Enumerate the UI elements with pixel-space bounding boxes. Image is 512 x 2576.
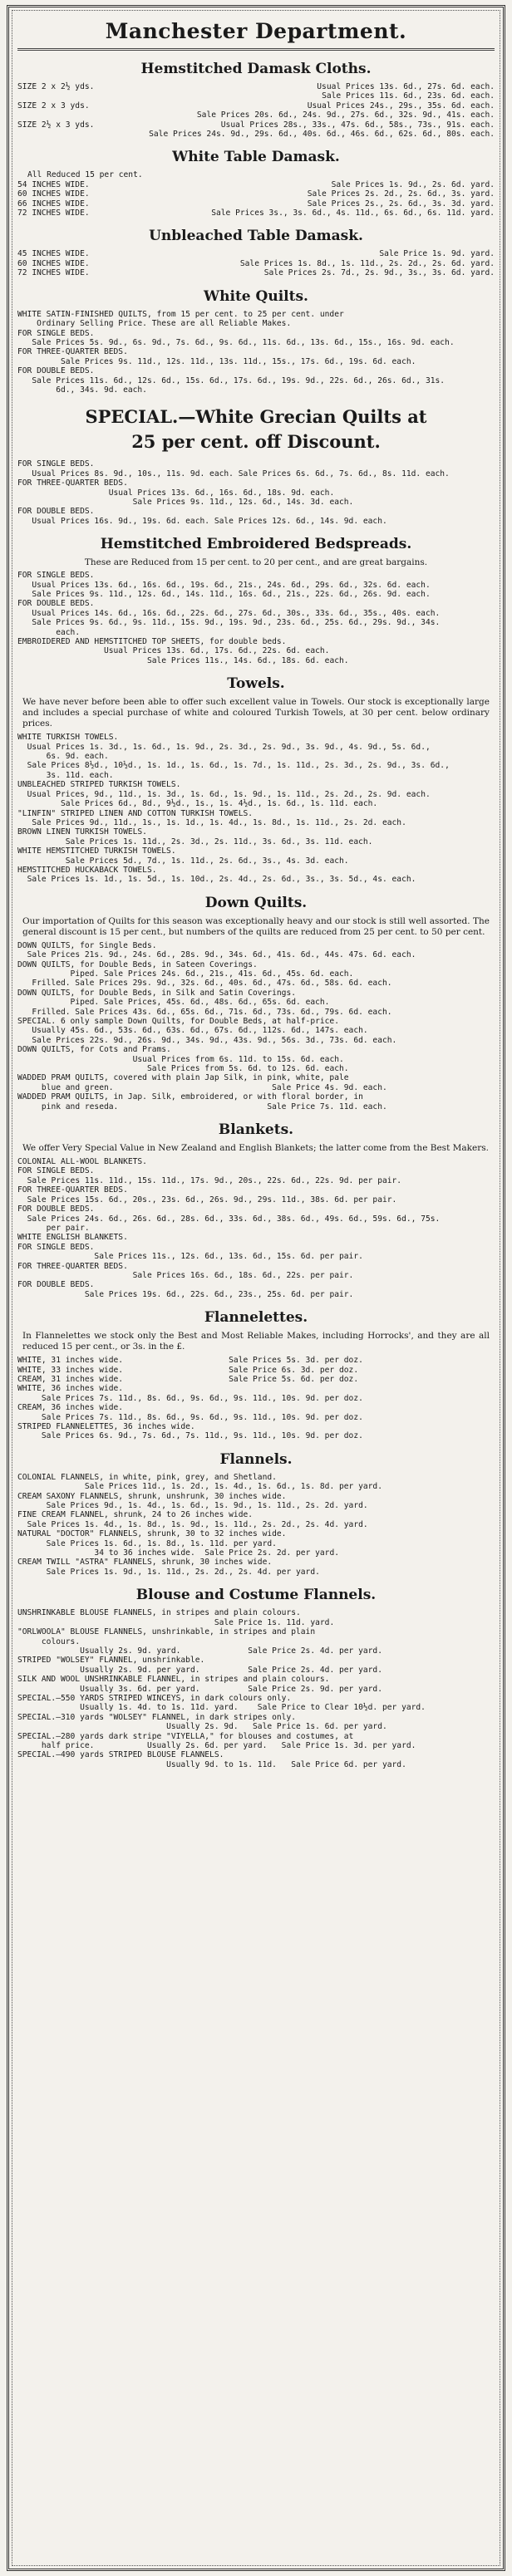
listing-line: half price. Usually 2s. 6d. per yard. Sale Price 1s. 3d. per yard. <box>17 1740 416 1750</box>
listing-line: Ordinary Selling Price. These are all Reliable Makes. <box>17 319 292 329</box>
listing-line: blue and green. Sale Price 4s. 9d. each. <box>17 1082 387 1092</box>
listing-line: Sale Prices 9d., 11d., 1s., 1s. 1d., 1s. 4d., 1s. 8d., 1s. 11d., 2s. 2d. each. <box>17 817 406 827</box>
item-price: Sale Prices 11s. 6d., 23s. 6d. each. <box>322 91 495 101</box>
listing-line: Sale Prices 11s., 14s. 6d., 18s. 6d. each. <box>17 655 349 665</box>
listing-line: Sale Prices 11d., 1s. 2d., 1s. 4d., 1s. 6d., 1s. 8d. per yard. <box>17 1482 382 1492</box>
listing-line: Sale Prices 9s. 6d., 9s. 11d., 15s. 9d., 19s. 9d., 23s. 6d., 25s. 6d., 29s. 9d., 34s. <box>17 618 441 628</box>
listing-line: NATURAL "DOCTOR" FLANNELS, shrunk, 30 to 32 inches wide. <box>17 1529 287 1539</box>
listing-line: Piped. Sale Prices 24s. 6d., 21s., 41s. 6d., 45s. 6d. each. <box>17 969 354 979</box>
price-row <box>17 120 495 130</box>
item-price: Sale Price 1s. 9d. yard. <box>379 249 495 259</box>
listing-line: SPECIAL.—310 yards "WOLSEY" FLANNEL, in dark stripes only. <box>17 1712 297 1722</box>
section-title-towels: Towels. <box>227 675 285 693</box>
section-title-bedspreads: Hemstitched Embroidered Bedspreads. <box>100 536 412 553</box>
listing-line: Sale Prices 9d., 1s. 4d., 1s. 6d., 1s. 9d., 1s. 11d., 2s. 2d. yard. <box>17 1501 368 1511</box>
listing-line: 3s. 11d. each. <box>17 770 114 780</box>
section-title-white-quilts: White Quilts. <box>204 287 308 305</box>
grecian-title-line-1: SPECIAL.—White Grecian Quilts at <box>85 406 427 428</box>
section-title-white-table-damask: White Table Damask. <box>172 149 340 166</box>
listing-line: FOR DOUBLE BEDS. <box>17 1205 95 1214</box>
listing-line: colours. <box>17 1636 81 1646</box>
grecian-title-line-2: 25 per cent. off Discount. <box>131 431 381 453</box>
listing-line: FOR DOUBLE BEDS. <box>17 1280 95 1290</box>
listing-line: FINE CREAM FLANNEL, shrunk, 24 to 26 inches wide. <box>17 1510 254 1520</box>
price-row <box>17 199 495 209</box>
listing-line: 6d., 34s. 9d. each. <box>17 385 147 395</box>
listing-line: pink and reseda. Sale Price 7s. 11d. each. <box>17 1102 387 1111</box>
section-title-damask-cloths: Hemstitched Damask Cloths. <box>140 61 372 77</box>
listing-line: Usual Prices 13s. 6d., 16s. 6d., 18s. 9d. each. <box>17 488 335 498</box>
listing-line: Usually 2s. 9d. Sale Price 1s. 6d. per yard. <box>17 1722 387 1732</box>
price-row <box>17 130 495 139</box>
section-title-unbleached-damask: Unbleached Table Damask. <box>149 228 363 245</box>
listing-line: STRIPED "WOLSEY" FLANNEL, unshrinkable. <box>17 1656 205 1666</box>
item-price: Sale Prices 2s. 7d., 2s. 9d., 3s., 3s. 6d. yard. <box>263 268 495 278</box>
down-quilts-list <box>17 941 495 1111</box>
damask-cloths-list <box>17 82 495 139</box>
listing-line: Piped. Sale Prices, 45s. 6d., 48s. 6d., 65s. 6d. each. <box>17 998 330 1008</box>
bedspreads-list <box>17 571 495 665</box>
listing-line: Usually 45s. 6d., 53s. 6d., 63s. 6d., 67s. 6d., 112s. 6d., 147s. each. <box>17 1026 368 1036</box>
item-price: Sale Prices 1s. 9d., 2s. 6d. yard. <box>331 179 495 189</box>
listing-line: Sale Prices 1s. 1d., 1s. 5d., 1s. 10d., 2s. 4d., 2s. 6d., 3s., 3s. 5d., 4s. each. <box>17 875 416 885</box>
listing-line: Sale Prices 5d., 7d., 1s. 11d., 2s. 6d., 3s., 4s. 3d. each. <box>17 856 349 866</box>
section-title-flannels: Flannels. <box>219 1450 293 1468</box>
grecian-quilts-list <box>17 459 495 526</box>
listing-line: EMBROIDERED AND HEMSTITCHED TOP SHEETS, for double beds. <box>17 637 287 647</box>
listing-line: Usual Prices 1s. 3d., 1s. 6d., 1s. 9d., 2s. 3d., 2s. 9d., 3s. 9d., 4s. 9d., 5s. 6d., <box>17 742 431 752</box>
section-title-grecian-quilts <box>17 405 495 454</box>
price-row <box>17 268 495 277</box>
listing-line: Sale Price 1s. 11d. yard. <box>17 1617 335 1627</box>
listing-line: FOR DOUBLE BEDS. <box>17 366 95 376</box>
listing-line: Usually 2s. 9d. per yard. Sale Price 2s. 4d. per yard. <box>17 1665 382 1675</box>
section-title-down-quilts: Down Quilts. <box>204 894 308 911</box>
listing-line: Sale Prices 11s. 11d., 15s. 11d., 17s. 9d., 20s., 22s. 6d., 22s. 9d. per pair. <box>17 1175 402 1185</box>
listing-line: Sale Prices 5s. 9d., 6s. 9d., 7s. 6d., 9s. 6d., 11s. 6d., 13s. 6d., 15s., 16s. 9d. each. <box>17 337 455 347</box>
listing-line: Sale Prices 15s. 6d., 20s., 23s. 6d., 26s. 9d., 29s. 11d., 38s. 6d. per pair. <box>17 1195 397 1205</box>
advertisement-page <box>7 5 505 2571</box>
white-damask-list <box>17 180 495 218</box>
listing-line: FOR THREE-QUARTER BEDS. <box>17 347 128 357</box>
listing-line: SILK AND WOOL UNSHRINKABLE FLANNEL, in stripes and plain colours. <box>17 1675 330 1685</box>
blouse-flannels-list <box>17 1608 495 1769</box>
listing-line: Sale Prices 21s. 9d., 24s. 6d., 28s. 9d., 34s. 6d., 41s. 6d., 44s. 47s. 6d. each. <box>17 950 416 960</box>
listing-line: Usual Prices from 6s. 11d. to 15s. 6d. each. <box>17 1054 344 1064</box>
item-label: 72 INCHES WIDE. <box>17 209 90 218</box>
listing-line: FOR SINGLE BEDS. <box>17 571 95 581</box>
listing-line: WHITE SATIN-FINISHED QUILTS, from 15 per cent. to 25 per cent. under <box>17 309 344 319</box>
listing-line: Sale Prices 1s. 6d., 1s. 8d., 1s. 11d. per yard. <box>17 1538 277 1548</box>
listing-line: DOWN QUILTS, for Double Beds, in Silk and Satin Coverings. <box>17 988 297 998</box>
item-price: Usual Prices 13s. 6d., 27s. 6d. each. <box>317 82 495 91</box>
listing-line: Usual Prices, 9d., 11d., 1s. 3d., 1s. 6d., 1s. 9d., 1s. 11d., 2s. 2d., 2s. 9d. each. <box>17 789 431 799</box>
page-title: Manchester Department. <box>105 19 407 43</box>
price-row <box>17 180 495 189</box>
item-label: 60 INCHES WIDE. <box>17 189 90 199</box>
section-title-blouse-flannels: Blouse and Costume Flannels. <box>135 1587 377 1604</box>
price-row <box>17 259 495 268</box>
listing-line: Usually 2s. 9d. yard. Sale Price 2s. 4d. per yard. <box>17 1646 382 1656</box>
item-price: Usual Prices 24s., 29s., 35s. 6d. each. <box>307 101 495 110</box>
listing-line: Usually 3s. 6d. per yard. Sale Price 2s. 9d. per yard. <box>17 1684 382 1694</box>
listing-line: WADDED PRAM QUILTS, covered with plain Jap Silk, in pink, white, pale <box>17 1073 349 1083</box>
listing-line: FOR SINGLE BEDS. <box>17 1242 95 1252</box>
listing-line: SPECIAL.—490 yards STRIPED BLOUSE FLANNELS. <box>17 1750 224 1760</box>
listing-line: per pair. <box>17 1223 90 1233</box>
listing-line: HEMSTITCHED HUCKABACK TOWELS. <box>17 865 157 875</box>
flannels-list <box>17 1473 495 1577</box>
listing-line: 6s. 9d. each. <box>17 752 109 762</box>
listing-line: FOR DOUBLE BEDS. <box>17 599 95 609</box>
listing-line: "ORLWOOLA" BLOUSE FLANNELS, unshrinkable, in stripes and plain <box>17 1627 316 1637</box>
listing-line: SPECIAL. 6 only sample Down Quilts, for Double Beds, at half-price. <box>17 1017 339 1026</box>
towels-list <box>17 733 495 885</box>
blankets-intro: We offer Very Special Value in New Zealand and English Blankets; the latter come from the Best Makers. <box>22 1143 489 1154</box>
listing-line: CREAM, 31 inches wide. Sale Price 5s. 6d. per doz. <box>17 1374 359 1384</box>
listing-line: FOR SINGLE BEDS. <box>17 1166 95 1176</box>
listing-line: CREAM TWILL "ASTRA" FLANNELS, shrunk, 30 inches wide. <box>17 1558 273 1568</box>
listing-line: Sale Prices 11s., 12s. 6d., 13s. 6d., 15s. 6d. per pair. <box>17 1252 363 1262</box>
flannelettes-list <box>17 1356 495 1441</box>
listing-line: COLONIAL FLANNELS, in white, pink, grey, and Shetland. <box>17 1472 277 1482</box>
item-label: SIZE 2½ x 3 yds. <box>17 120 95 130</box>
listing-line: Sale Prices 24s. 6d., 26s. 6d., 28s. 6d., 33s. 6d., 38s. 6d., 49s. 6d., 59s. 6d., 75s. <box>17 1214 441 1224</box>
listing-line: Usual Prices 13s. 6d., 16s. 6d., 19s. 6d., 21s., 24s. 6d., 29s. 6d., 32s. 6d. each. <box>17 580 431 590</box>
listing-line: SPECIAL.—550 YARDS STRIPED WINCEYS, in dark colours only. <box>17 1693 292 1703</box>
listing-line: WHITE, 31 inches wide. Sale Prices 5s. 3d. per doz. <box>17 1356 363 1366</box>
listing-line: Sale Prices 22s. 9d., 26s. 9d., 34s. 9d., 43s. 9d., 56s. 3d., 73s. 6d. each. <box>17 1035 397 1045</box>
listing-line: WHITE HEMSTITCHED TURKISH TOWELS. <box>17 846 176 856</box>
listing-line: Usually 1s. 4d. to 1s. 11d. yard. Sale Price to Clear 10½d. per yard. <box>17 1703 426 1713</box>
listing-line: Sale Prices 9s. 11d., 12s. 6d., 14s. 11d., 16s. 6d., 21s., 22s. 6d., 26s. 9d. each. <box>17 590 431 599</box>
listing-line: WADDED PRAM QUILTS, in Jap. Silk, embroidered, or with floral border, in <box>17 1092 363 1102</box>
listing-line: Frilled. Sale Prices 29s. 9d., 32s. 6d., 40s. 6d., 47s. 6d., 58s. 6d. each. <box>17 979 392 989</box>
price-row <box>17 82 495 91</box>
listing-line: Sale Prices 9s. 11d., 12s. 11d., 13s. 11d., 15s., 17s. 6d., 19s. 6d. each. <box>17 356 416 366</box>
blankets-list <box>17 1157 495 1299</box>
listing-line: Sale Prices 19s. 6d., 22s. 6d., 23s., 25s. 6d. per pair. <box>17 1289 354 1299</box>
price-row <box>17 249 495 258</box>
item-price: Sale Prices 24s. 9d., 29s. 6d., 40s. 6d., 46s. 6d., 62s. 6d., 80s. each. <box>149 130 495 140</box>
item-label: 60 INCHES WIDE. <box>17 258 90 268</box>
listing-line: each. <box>17 627 81 637</box>
item-label: 66 INCHES WIDE. <box>17 199 90 209</box>
listing-line: Sale Prices 1s. 11d., 2s. 3d., 2s. 11d., 3s. 6d., 3s. 11d. each. <box>17 837 373 846</box>
listing-line: Sale Prices 1s. 4d., 1s. 8d., 1s. 9d., 1s. 11d., 2s. 2d., 2s. 4d. yard. <box>17 1519 368 1529</box>
down-quilts-intro: Our importation of Quilts for this season was exceptionally heavy and our stock is still well assorted. The general discount is 15 per cent., but numbers of the quilts are reduced from 25 per cent. to 50 per cent. <box>22 915 490 937</box>
price-row <box>17 209 495 218</box>
listing-line: Sale Prices 11s. 6d., 12s. 6d., 15s. 6d., 17s. 6d., 19s. 9d., 22s. 6d., 26s. 6d., 31s. <box>17 375 446 385</box>
listing-line: CREAM, 36 inches wide. <box>17 1403 124 1413</box>
listing-line: FOR DOUBLE BEDS. <box>17 507 95 517</box>
listing-line: Sale Prices 6d., 8d., 9½d., 1s., 1s. 4½d., 1s. 6d., 1s. 11d. each. <box>17 799 378 809</box>
item-price: Sale Prices 2s., 2s. 6d., 3s. 3d. yard. <box>307 199 495 209</box>
listing-line: WHITE TURKISH TOWELS. <box>17 733 119 743</box>
flannelettes-intro: In Flannelettes we stock only the Best and Most Reliable Makes, including Horrocks', and they are all reduced 15 per cent., or 3s. in the £. <box>22 1331 490 1352</box>
listing-line: WHITE ENGLISH BLANKETS. <box>17 1233 128 1243</box>
bedspreads-note: These are Reduced from 15 per cent. to 20 per cent., and are great bargains. <box>84 557 428 568</box>
listing-line: "LINFIN" STRIPED LINEN AND COTTON TURKISH TOWELS. <box>17 808 254 818</box>
listing-line: Usual Prices 13s. 6d., 17s. 6d., 22s. 6d. each. <box>17 646 330 656</box>
listing-line: Usual Prices 8s. 9d., 10s., 11s. 9d. each. Sale Prices 6s. 6d., 7s. 6d., 8s. 11d. each. <box>17 469 450 478</box>
listing-line: DOWN QUILTS, for Single Beds. <box>17 940 157 950</box>
reduced-note: All Reduced 15 per cent. <box>27 170 143 180</box>
listing-line: WHITE, 36 inches wide. <box>17 1384 124 1394</box>
listing-line: Sale Prices 8½d., 10½d., 1s. 1d., 1s. 6d., 1s. 7d., 1s. 11d., 2s. 3d., 2s. 9d., 3s. 6d., <box>17 761 450 771</box>
listing-line: DOWN QUILTS, for Double Beds, in Sateen Coverings. <box>17 959 258 969</box>
listing-line: FOR THREE-QUARTER BEDS. <box>17 478 128 488</box>
listing-line: Usual Prices 14s. 6d., 16s. 6d., 22s. 6d., 27s. 6d., 30s., 33s. 6d., 35s., 40s. each. <box>17 608 441 618</box>
item-price: Sale Prices 1s. 8d., 1s. 11d., 2s. 2d., 2s. 6d. yard. <box>239 258 495 268</box>
section-title-flannelettes: Flannelettes. <box>204 1309 308 1327</box>
listing-line: FOR THREE-QUARTER BEDS. <box>17 1261 128 1271</box>
item-price: Sale Prices 3s., 3s. 6d., 4s. 11d., 6s. 6d., 6s. 11d. yard. <box>211 209 495 218</box>
listing-line: FOR SINGLE BEDS. <box>17 459 95 469</box>
listing-line: 34 to 36 inches wide. Sale Price 2s. 2d. per yard. <box>17 1548 339 1558</box>
item-price: Sale Prices 2s. 2d., 2s. 6d., 3s. yard. <box>307 189 495 199</box>
price-row <box>17 91 495 101</box>
listing-line: Usual Prices 16s. 9d., 19s. 6d. each. Sale Prices 12s. 6d., 14s. 9d. each. <box>17 516 387 526</box>
price-row <box>17 110 495 120</box>
listing-line: Sale Prices from 5s. 6d. to 12s. 6d. each. <box>17 1064 349 1074</box>
towels-intro: We have never before been able to offer such excellent value in Towels. Our stock is exceptionally large and includes a special purchase of white and coloured Turkish Towels, at 30 per cent. below ordinary prices. <box>22 697 490 729</box>
listing-line: SPECIAL.—280 yards dark stripe "VIYELLA," for blouses and costumes, at <box>17 1731 354 1741</box>
listing-line: Sale Prices 7s. 11d., 8s. 6d., 9s. 6d., 9s. 11d., 10s. 9d. per doz. <box>17 1393 363 1403</box>
listing-line: Sale Prices 16s. 6d., 18s. 6d., 22s. per pair. <box>17 1270 354 1280</box>
listing-line: BROWN LINEN TURKISH TOWELS. <box>17 827 147 837</box>
listing-line: FOR THREE-QUARTER BEDS. <box>17 1185 128 1195</box>
listing-line: FOR SINGLE BEDS. <box>17 328 95 338</box>
listing-line: Sale Prices 6s. 9d., 7s. 6d., 7s. 11d., 9s. 11d., 10s. 9d. per doz. <box>17 1431 363 1441</box>
price-row <box>17 189 495 199</box>
listing-line: Usually 9d. to 1s. 11d. Sale Price 6d. per yard. <box>17 1759 406 1769</box>
item-label: 54 INCHES WIDE. <box>17 179 90 189</box>
listing-line: CREAM SAXONY FLANNELS, shrunk, unshrunk, 30 inches wide. <box>17 1491 287 1501</box>
divider <box>17 48 495 51</box>
item-label: 72 INCHES WIDE. <box>17 268 90 278</box>
listing-line: UNSHRINKABLE BLOUSE FLANNELS, in stripes and plain colours. <box>17 1608 301 1618</box>
listing-line: Sale Prices 7s. 11d., 8s. 6d., 9s. 6d., 9s. 11d., 10s. 9d. per doz. <box>17 1412 363 1422</box>
listing-line: WHITE, 33 inches wide. Sale Price 6s. 3d. per doz. <box>17 1365 359 1375</box>
listing-line: Frilled. Sale Prices 43s. 6d., 65s. 6d., 71s. 6d., 73s. 6d., 79s. 6d. each. <box>17 1007 392 1017</box>
price-row <box>17 101 495 110</box>
listing-line: DOWN QUILTS, for Cots and Prams. <box>17 1045 171 1055</box>
white-quilts-list <box>17 310 495 395</box>
listing-line: STRIPED FLANNELETTES, 36 inches wide. <box>17 1422 195 1431</box>
section-title-blankets: Blankets. <box>218 1121 294 1139</box>
item-label: 45 INCHES WIDE. <box>17 249 90 259</box>
listing-line: Sale Prices 1s. 9d., 1s. 11d., 2s. 2d., 2s. 4d. per yard. <box>17 1567 320 1577</box>
listing-line: Sale Prices 9s. 11d., 12s. 6d., 14s. 3d. each. <box>17 497 354 507</box>
listing-line: UNBLEACHED STRIPED TURKISH TOWELS. <box>17 780 181 790</box>
item-label: SIZE 2 x 2½ yds. <box>17 82 95 91</box>
item-price: Sale Prices 20s. 6d., 24s. 9d., 27s. 6d., 32s. 9d., 41s. each. <box>196 110 495 120</box>
item-price: Usual Prices 28s., 33s., 47s. 6d., 58s., 73s., 91s. each. <box>220 120 495 130</box>
unbleached-list <box>17 249 495 277</box>
item-label: SIZE 2 x 3 yds. <box>17 101 90 110</box>
listing-line: COLONIAL ALL-WOOL BLANKETS. <box>17 1157 147 1167</box>
